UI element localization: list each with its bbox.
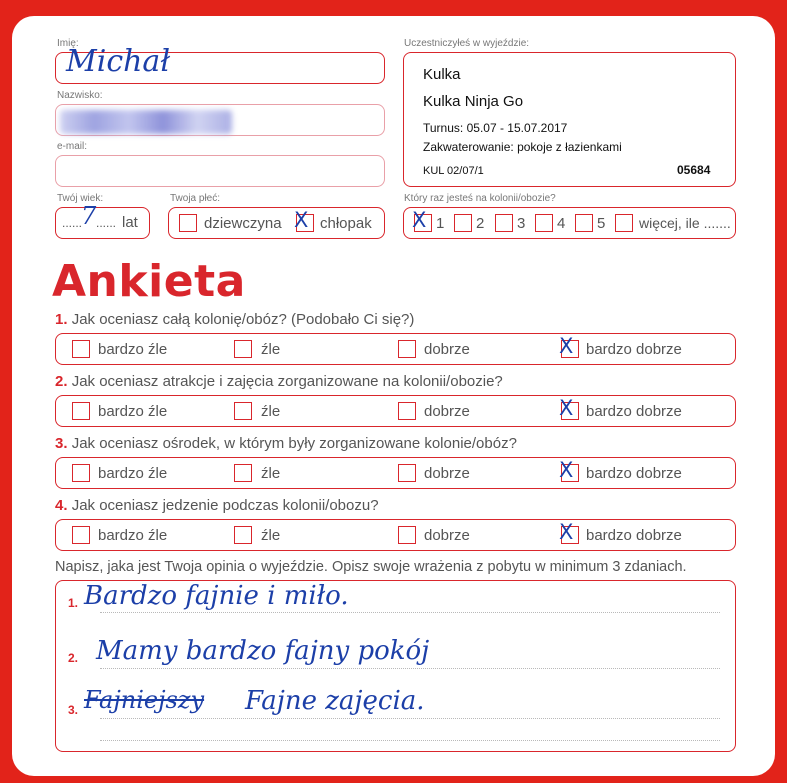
opinion-line-4 xyxy=(100,740,720,741)
accommodation-label: Zakwaterowanie: xyxy=(423,140,514,154)
q2-checkbox-good[interactable] xyxy=(398,402,416,420)
accommodation-value: pokoje z łazienkami xyxy=(517,140,622,154)
q3-option-very-bad: bardzo źle xyxy=(98,465,168,482)
question-4 xyxy=(55,497,379,514)
question-1 xyxy=(55,311,414,328)
q3-check-mark: X xyxy=(559,458,574,482)
visits-options-box xyxy=(403,207,736,239)
turnus-label: Turnus: xyxy=(423,121,464,135)
trip-info-box xyxy=(403,52,736,187)
trip-code: KUL 02/07/1 xyxy=(423,165,484,177)
q1-checkbox-bad[interactable] xyxy=(234,340,252,358)
question-2 xyxy=(55,373,503,390)
email-field[interactable] xyxy=(55,155,385,187)
question-1-text: Jak oceniasz całą kolonię/obóz? (Podobało Ci się?) xyxy=(71,311,415,328)
gender-options-box xyxy=(168,207,385,239)
opinion-number-3: 3. xyxy=(68,703,79,717)
q2-option-good: dobrze xyxy=(424,403,470,420)
q4-option-very-good: bardzo dobrze xyxy=(586,527,682,544)
opinion-line-1 xyxy=(100,612,720,613)
q1-option-very-good: bardzo dobrze xyxy=(586,341,682,358)
q2-option-very-good: bardzo dobrze xyxy=(586,403,682,420)
question-4-text: Jak oceniasz jedzenie podczas kolonii/obozu? xyxy=(71,497,379,514)
question-4-answers xyxy=(55,519,736,551)
q4-option-bad: źle xyxy=(261,527,281,544)
opinion-answer-3: Fajne zajęcia. xyxy=(245,686,425,716)
visits-option-more: więcej, ile ....... xyxy=(639,215,731,231)
q4-check-mark: X xyxy=(559,520,574,544)
opinion-line-2 xyxy=(100,668,720,669)
visits-checkbox-3[interactable] xyxy=(495,214,513,232)
q3-option-good: dobrze xyxy=(424,465,470,482)
gender-checkbox-girl[interactable] xyxy=(179,214,197,232)
q2-checkbox-very-bad[interactable] xyxy=(72,402,90,420)
q3-checkbox-good[interactable] xyxy=(398,464,416,482)
q3-checkbox-bad[interactable] xyxy=(234,464,252,482)
question-2-number: 2. xyxy=(55,373,68,390)
age-handwriting: 7 xyxy=(81,202,97,230)
first-name-field[interactable] xyxy=(55,44,385,84)
question-2-answers xyxy=(55,395,736,427)
q4-option-good: dobrze xyxy=(424,527,470,544)
q1-checkbox-very-good[interactable] xyxy=(559,334,579,358)
gender-option-boy: chłopak xyxy=(320,215,372,232)
q1-check-mark: X xyxy=(559,334,574,358)
trip-number: 05684 xyxy=(677,163,711,177)
last-name-label: Nazwisko: xyxy=(57,90,103,101)
question-2-text: Jak oceniasz atrakcje i zajęcia zorganizowane na kolonii/obozie? xyxy=(71,373,503,390)
trip-label: Uczestniczyłeś w wyjeździe: xyxy=(404,38,530,49)
question-4-number: 4. xyxy=(55,497,68,514)
age-field[interactable] xyxy=(55,202,150,239)
q1-checkbox-good[interactable] xyxy=(398,340,416,358)
age-dots-left: ...... xyxy=(62,216,83,230)
visits-label: Który raz jesteś na kolonii/obozie? xyxy=(404,193,556,204)
visits-check-mark: X xyxy=(412,208,427,232)
visits-checkbox-4[interactable] xyxy=(535,214,553,232)
opinion-answer-1: Bardzo fajnie i miło. xyxy=(84,581,349,611)
q4-checkbox-good[interactable] xyxy=(398,526,416,544)
trip-name: Kulka xyxy=(423,66,461,83)
trip-accommodation xyxy=(423,140,622,154)
first-name-label: Imię: xyxy=(57,38,79,49)
gender-label: Twoja płeć: xyxy=(170,193,221,204)
age-dots-right: ...... xyxy=(96,216,117,230)
first-name-handwriting: Michał xyxy=(66,44,171,79)
visits-checkbox-more[interactable] xyxy=(615,214,633,232)
q2-check-mark: X xyxy=(559,396,574,420)
gender-option-girl: dziewczyna xyxy=(204,215,282,232)
opinion-line-3 xyxy=(100,718,720,719)
visits-option-4: 4 xyxy=(557,215,566,232)
q1-option-very-bad: bardzo źle xyxy=(98,341,168,358)
question-3-answers xyxy=(55,457,736,489)
opinion-answer-2: Mamy bardzo fajny pokój xyxy=(96,636,430,666)
question-3-text: Jak oceniasz ośrodek, w którym były zorganizowane kolonie/obóz? xyxy=(71,435,517,452)
trip-program: Kulka Ninja Go xyxy=(423,93,524,110)
q4-checkbox-very-bad[interactable] xyxy=(72,526,90,544)
opinion-number-1: 1. xyxy=(68,596,79,610)
q4-checkbox-very-good[interactable] xyxy=(559,520,579,544)
q1-checkbox-very-bad[interactable] xyxy=(72,340,90,358)
q3-checkbox-very-good[interactable] xyxy=(559,458,579,482)
visits-checkbox-1[interactable] xyxy=(412,208,432,232)
q3-option-very-good: bardzo dobrze xyxy=(586,465,682,482)
gender-checkbox-boy[interactable] xyxy=(294,208,314,232)
visits-checkbox-5[interactable] xyxy=(575,214,593,232)
age-unit: lat xyxy=(122,214,138,231)
q2-option-bad: źle xyxy=(261,403,281,420)
question-1-number: 1. xyxy=(55,311,68,328)
question-1-answers xyxy=(55,333,736,365)
q3-checkbox-very-bad[interactable] xyxy=(72,464,90,482)
q2-option-very-bad: bardzo źle xyxy=(98,403,168,420)
email-label: e-mail: xyxy=(57,141,88,152)
visits-option-3: 3 xyxy=(517,215,526,232)
q4-option-very-bad: bardzo źle xyxy=(98,527,168,544)
last-name-redaction xyxy=(60,110,232,134)
form-title: Ankieta xyxy=(52,256,246,307)
opinion-prompt: Napisz, jaka jest Twoja opinia o wyjeździe. Opisz swoje wrażenia z pobytu w minimum 3 zdaniach. xyxy=(55,559,687,575)
q2-checkbox-bad[interactable] xyxy=(234,402,252,420)
turnus-value: 05.07 - 15.07.2017 xyxy=(466,121,568,135)
opinion-number-2: 2. xyxy=(68,651,79,665)
visits-checkbox-2[interactable] xyxy=(454,214,472,232)
opinion-struck-word: Fajniejszy xyxy=(84,686,205,714)
q2-checkbox-very-good[interactable] xyxy=(559,396,579,420)
visits-option-2: 2 xyxy=(476,215,485,232)
question-3-number: 3. xyxy=(55,435,68,452)
question-3 xyxy=(55,435,517,452)
q1-option-good: dobrze xyxy=(424,341,470,358)
q3-option-bad: źle xyxy=(261,465,281,482)
q4-checkbox-bad[interactable] xyxy=(234,526,252,544)
age-label: Twój wiek: xyxy=(57,193,104,204)
q1-option-bad: źle xyxy=(261,341,281,358)
visits-option-1: 1 xyxy=(436,215,445,232)
visits-option-5: 5 xyxy=(597,215,606,232)
gender-check-mark: X xyxy=(294,208,309,232)
trip-turnus xyxy=(423,121,567,135)
